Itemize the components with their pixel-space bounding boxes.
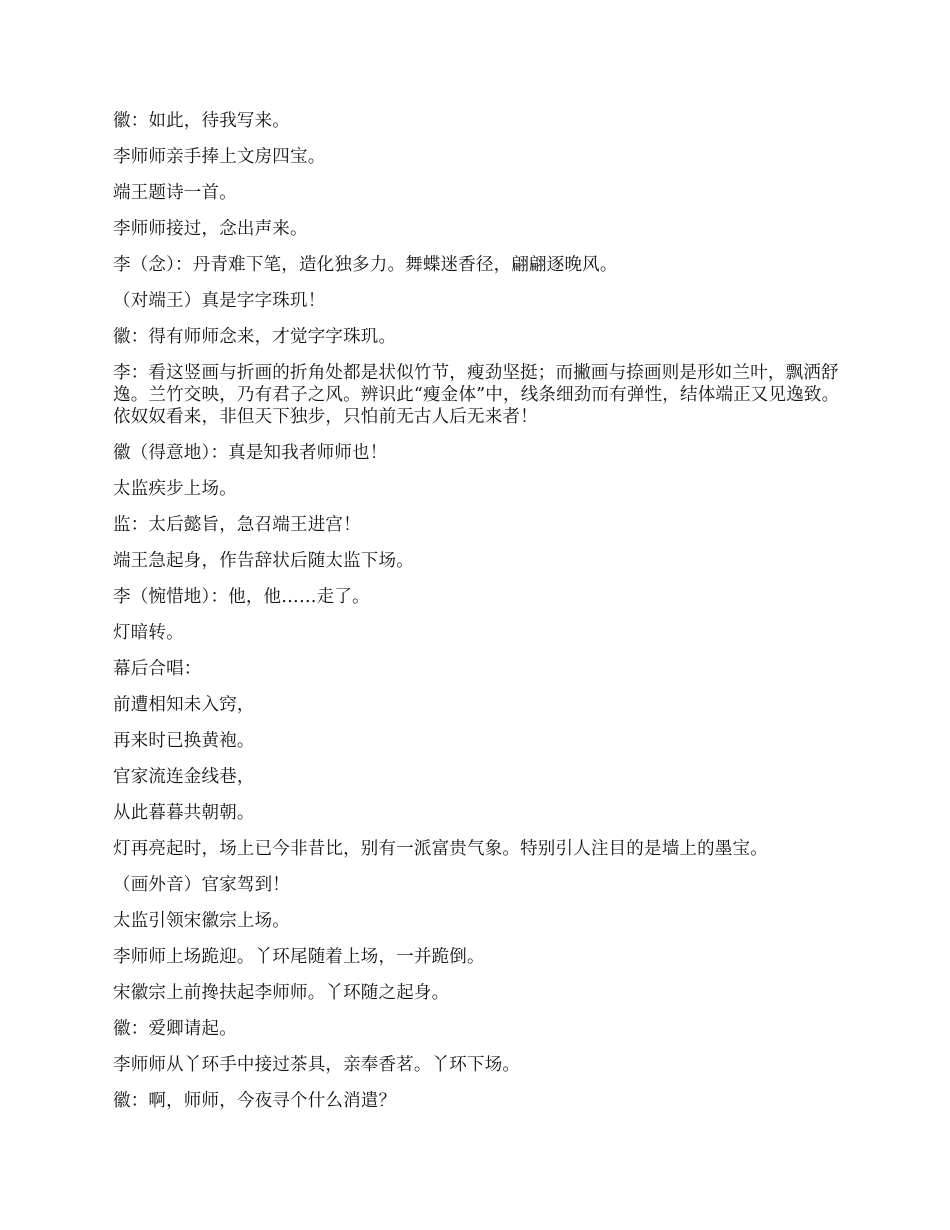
verse-line: 从此暮暮共朝朝。 xyxy=(113,803,255,823)
paragraph: 宋徽宗上前搀扶起李师师。丫环随之起身。 xyxy=(113,983,450,1003)
verse-line: 前遭相知未入窍， xyxy=(113,695,255,715)
paragraph: 端王急起身，作告辞状后随太监下场。 xyxy=(113,551,414,571)
paragraph: 李师师接过，念出声来。 xyxy=(113,219,308,239)
paragraph: 灯再亮起时，场上已今非昔比，别有一派富贵气象。特别引人注目的是墙上的墨宝。 xyxy=(113,839,768,859)
paragraph: 李师师从丫环手中接过茶具，亲奉香茗。丫环下场。 xyxy=(113,1055,521,1075)
paragraph: 徽：如此，待我写来。 xyxy=(113,111,290,131)
paragraph: 李：看这竖画与折画的折角处都是状似竹节，瘦劲坚挺；而撇画与捺画则是形如兰叶，飘洒舒逸。兰竹交映，乃有君子之风。辨识此“瘦金体”中，线条细劲而有弹性，结体端正又见逸致。依奴奴看来，非但天下独步，只怕前无古人后无来者！ xyxy=(113,363,840,427)
paragraph: 太监疾步上场。 xyxy=(113,479,237,499)
paragraph: 灯暗转。 xyxy=(113,623,184,643)
paragraph: （对端王）真是字字珠玑！ xyxy=(113,291,326,311)
paragraph: 太监引领宋徽宗上场。 xyxy=(113,911,290,931)
paragraph: （画外音）官家驾到！ xyxy=(113,875,290,895)
paragraph: 李师师亲手捧上文房四宝。 xyxy=(113,147,326,167)
paragraph: 徽：得有师师念来，才觉字字珠玑。 xyxy=(113,327,397,347)
paragraph: 徽：啊，师师，今夜寻个什么消遣？ xyxy=(113,1091,397,1111)
paragraph: 幕后合唱： xyxy=(113,659,202,679)
paragraph: 李（惋惜地）：他，他……走了。 xyxy=(113,587,370,607)
verse-line: 再来时已换黄袍。 xyxy=(113,731,255,751)
paragraph: 徽：爱卿请起。 xyxy=(113,1019,237,1039)
verse-line: 官家流连金线巷， xyxy=(113,767,255,787)
paragraph: 监：太后懿旨，急召端王进宫！ xyxy=(113,515,361,535)
paragraph: 端王题诗一首。 xyxy=(113,183,237,203)
document-body xyxy=(113,110,843,1126)
paragraph: 徽（得意地）：真是知我者师师也！ xyxy=(113,443,388,463)
paragraph: 李（念）：丹青难下笔，造化独多力。舞蝶迷香径，翩翩逐晚风。 xyxy=(113,255,618,275)
paragraph: 李师师上场跪迎。丫环尾随着上场，一并跪倒。 xyxy=(113,947,485,967)
